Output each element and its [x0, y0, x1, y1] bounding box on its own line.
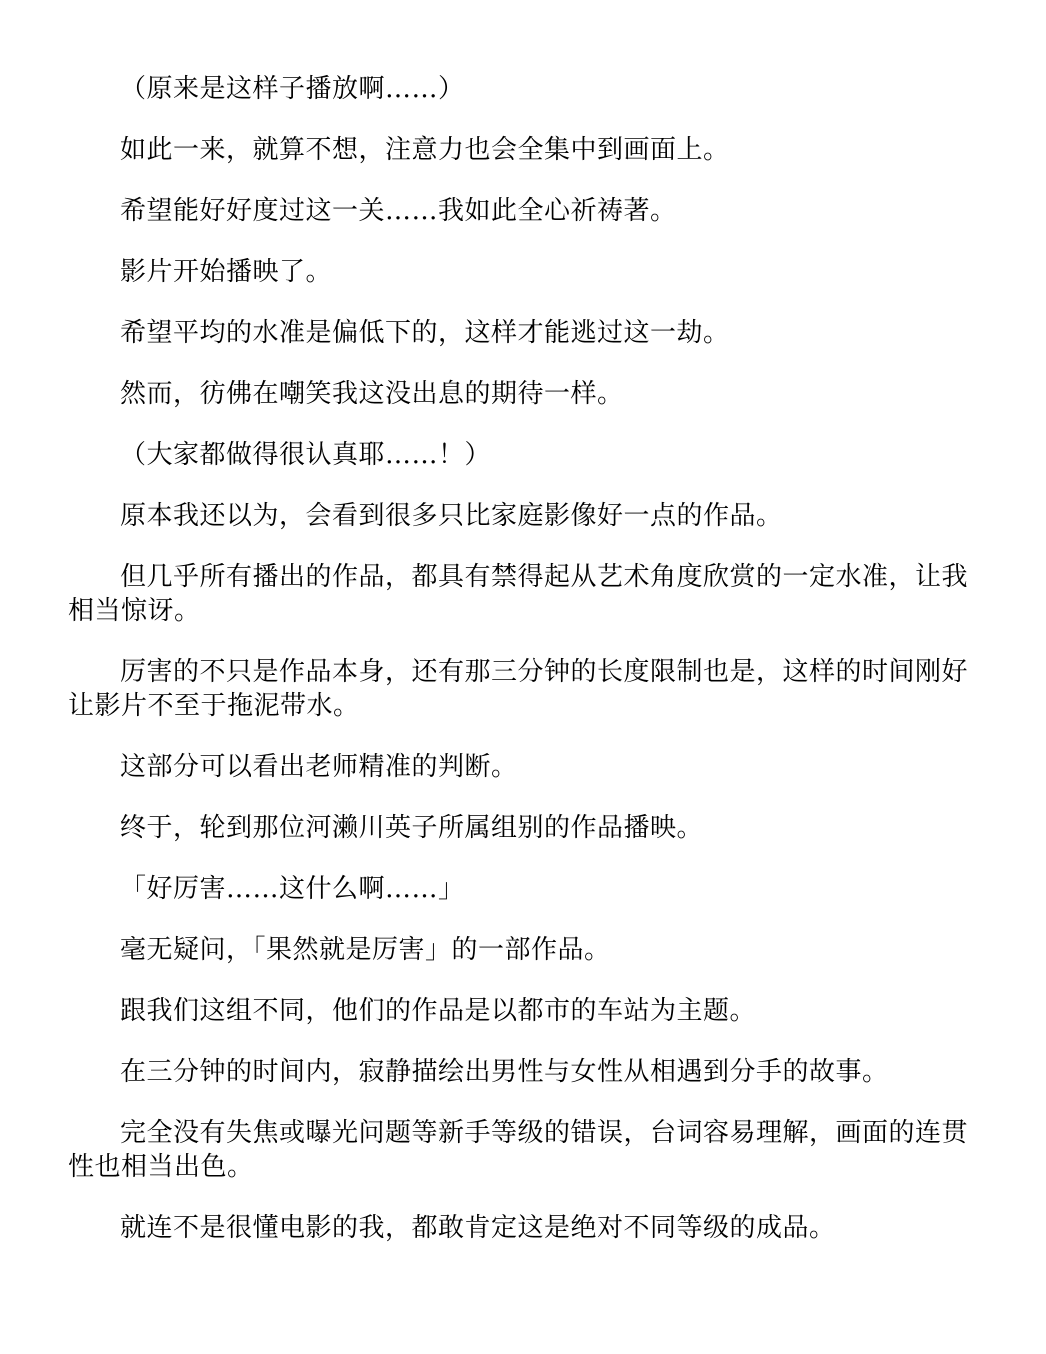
paragraph: 希望能好好度过这一关……我如此全心祈祷著。: [120, 196, 677, 226]
paragraph: 毫无疑问，「果然就是厉害」的一部作品。: [120, 935, 611, 965]
paragraph: 这部分可以看出老师精准的判断。: [120, 752, 518, 782]
paragraph: 就连不是很懂电影的我，都敢肯定这是绝对不同等级的成品。: [120, 1213, 836, 1243]
paragraph: 如此一来，就算不想，注意力也会全集中到画面上。: [120, 135, 730, 165]
paragraph: 完全没有失焦或曝光问题等新手等级的错误，台词容易理解，画面的连贯性也相当出色。: [68, 1118, 969, 1182]
paragraph: 希望平均的水准是偏低下的，这样才能逃过这一劫。: [120, 318, 730, 348]
paragraph: （原来是这样子播放啊……）: [120, 74, 465, 104]
paragraph: 原本我还以为，会看到很多只比家庭影像好一点的作品。: [120, 501, 783, 531]
paragraph: 终于，轮到那位河濑川英子所属组别的作品播映。: [120, 813, 704, 843]
paragraph: 在三分钟的时间内，寂静描绘出男性与女性从相遇到分手的故事。: [120, 1057, 889, 1087]
paragraph: 厉害的不只是作品本身，还有那三分钟的长度限制也是，这样的时间刚好让影片不至于拖泥带水。: [68, 657, 969, 721]
paragraph: 跟我们这组不同，他们的作品是以都市的车站为主题。: [120, 996, 757, 1026]
paragraph: 但几乎所有播出的作品，都具有禁得起从艺术角度欣赏的一定水准，让我相当惊讶。: [68, 562, 969, 626]
paragraph: （大家都做得很认真耶……！）: [120, 440, 492, 470]
document-page: [68, 72, 978, 1272]
paragraph: 影片开始播映了。: [120, 257, 333, 287]
paragraph: 「好厉害……这什么啊……」: [120, 874, 465, 904]
paragraph: 然而，彷佛在嘲笑我这没出息的期待一样。: [120, 379, 624, 409]
